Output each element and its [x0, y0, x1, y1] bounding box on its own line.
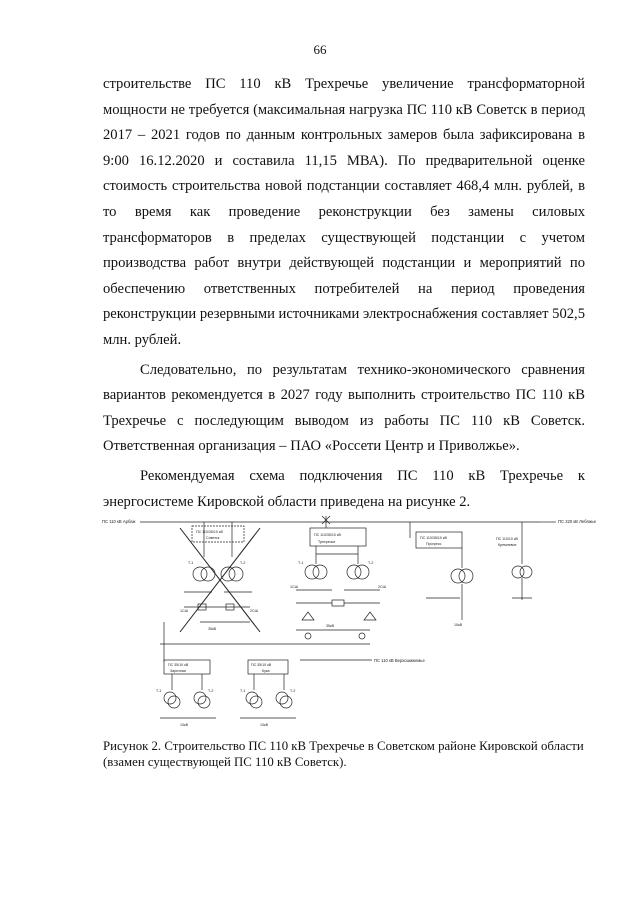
zarechnaya-bus10-label: 10кВ [180, 723, 188, 727]
sovetsk-bus35-label: 35кВ [208, 627, 216, 631]
substation-connection-diagram [100, 512, 600, 734]
line-mid-label: ПС 110 кВ Верхошижемье [374, 658, 425, 663]
paragraph-2: Следовательно, по результатам технико-экономического сравнения вариантов рекомендуется в 2027 году выполнить строительство ПС 110 кВ Трехречье с последующим выводом из работы ПС 110 кВ Советск. Ответственная организация – ПАО «Россети Центр и Приволжье». [103, 361, 585, 455]
ps-progress-label: ПС 110/35/10 кВ [420, 536, 447, 540]
ps-zarechnaya [156, 622, 216, 727]
ps-trehreche [290, 516, 386, 639]
ps-zarechnaya-label: ПС 35/10 кВ [168, 663, 189, 667]
page-number: 66 [313, 42, 327, 57]
ps-progress-name: Прогресс [426, 542, 442, 546]
trehreche-t1-label: Т-1 [298, 561, 304, 565]
main-110kv-line [102, 519, 597, 524]
ps-zarechnaya-name: Заречная [170, 669, 186, 673]
ps-kuka [240, 660, 296, 727]
figure-caption: Рисунок 2. Строительство ПС 110 кВ Трехречье в Советском районе Кировской области (взамен существующей ПС 110 кВ Советск). [103, 739, 584, 769]
kuka-t1-label: Т-1 [240, 689, 246, 693]
trehreche-t2-label: Т-2 [368, 561, 374, 565]
ps-trehreche-name: Трехречье [318, 540, 336, 544]
ps-kreshennoe-name: Кремлевое [498, 543, 517, 547]
ps-kreshennoe-label: ПС 110/10 кВ [496, 537, 518, 541]
line-right-label: ПС 220 кВ Лебяжье [558, 519, 597, 524]
zarechnaya-t2-label: Т-2 [208, 689, 214, 693]
progress-bus10-label: 10кВ [454, 623, 462, 627]
kuka-bus10-label: 10кВ [260, 723, 268, 727]
kuka-t2-label: Т-2 [290, 689, 296, 693]
ps-progress [410, 522, 473, 627]
ps-kuka-name: Кука [262, 669, 270, 673]
ps-trehreche-label: ПС 110/35/10 кВ [314, 533, 341, 537]
paragraph-1: строительстве ПС 110 кВ Трехречье увеличение трансформаторной мощности не требуется (максимальная нагрузка ПС 110 кВ Советск в период 2017 – 2021 годов по данным контрольных замеров была зафиксирована в 9:00 16.12.2020 и составила 11,15 МВА). По предварительной оценке стоимость строительства новой подстанции составляет 468,4 млн. рублей, в то время как проведение реконструкции без замены силовых трансформаторов в пределах существующей подстанции с учетом производства работ внутри действующей подстанции и мероприятий по обеспечению ответственных потребителей на период проведения реконструкции резервными источниками электроснабжения составляет 502,5 млн. рублей. [103, 76, 585, 348]
ps-kreshennoe [496, 522, 532, 600]
sovetsk-s1-label: 1СШ [180, 609, 188, 613]
zarechnaya-t1-label: Т-1 [156, 689, 162, 693]
sovetsk-t1-label: Т-1 [188, 561, 194, 565]
sovetsk-s2-label: 2СШ [250, 609, 258, 613]
ps-sovetsk-name: Советск [206, 536, 220, 540]
ps-sovetsk [180, 522, 260, 632]
ps-sovetsk-label: ПС 110/35/10 кВ [196, 530, 223, 534]
ps-kuka-label: ПС 35/10 кВ [251, 663, 272, 667]
body-text [103, 72, 585, 515]
trehreche-s2-label: 2СШ [378, 585, 386, 589]
paragraph-3: Рекомендуемая схема подключения ПС 110 кВ Трехречье к энергосистеме Кировской области приведена на рисунке 2. [103, 467, 585, 510]
trehreche-s1-label: 1СШ [290, 585, 298, 589]
sovetsk-t2-label: Т-2 [240, 561, 246, 565]
trehreche-bus35-label: 35кВ [326, 624, 334, 628]
line-left-label: ПС 110 кВ Арбаж [102, 519, 136, 524]
